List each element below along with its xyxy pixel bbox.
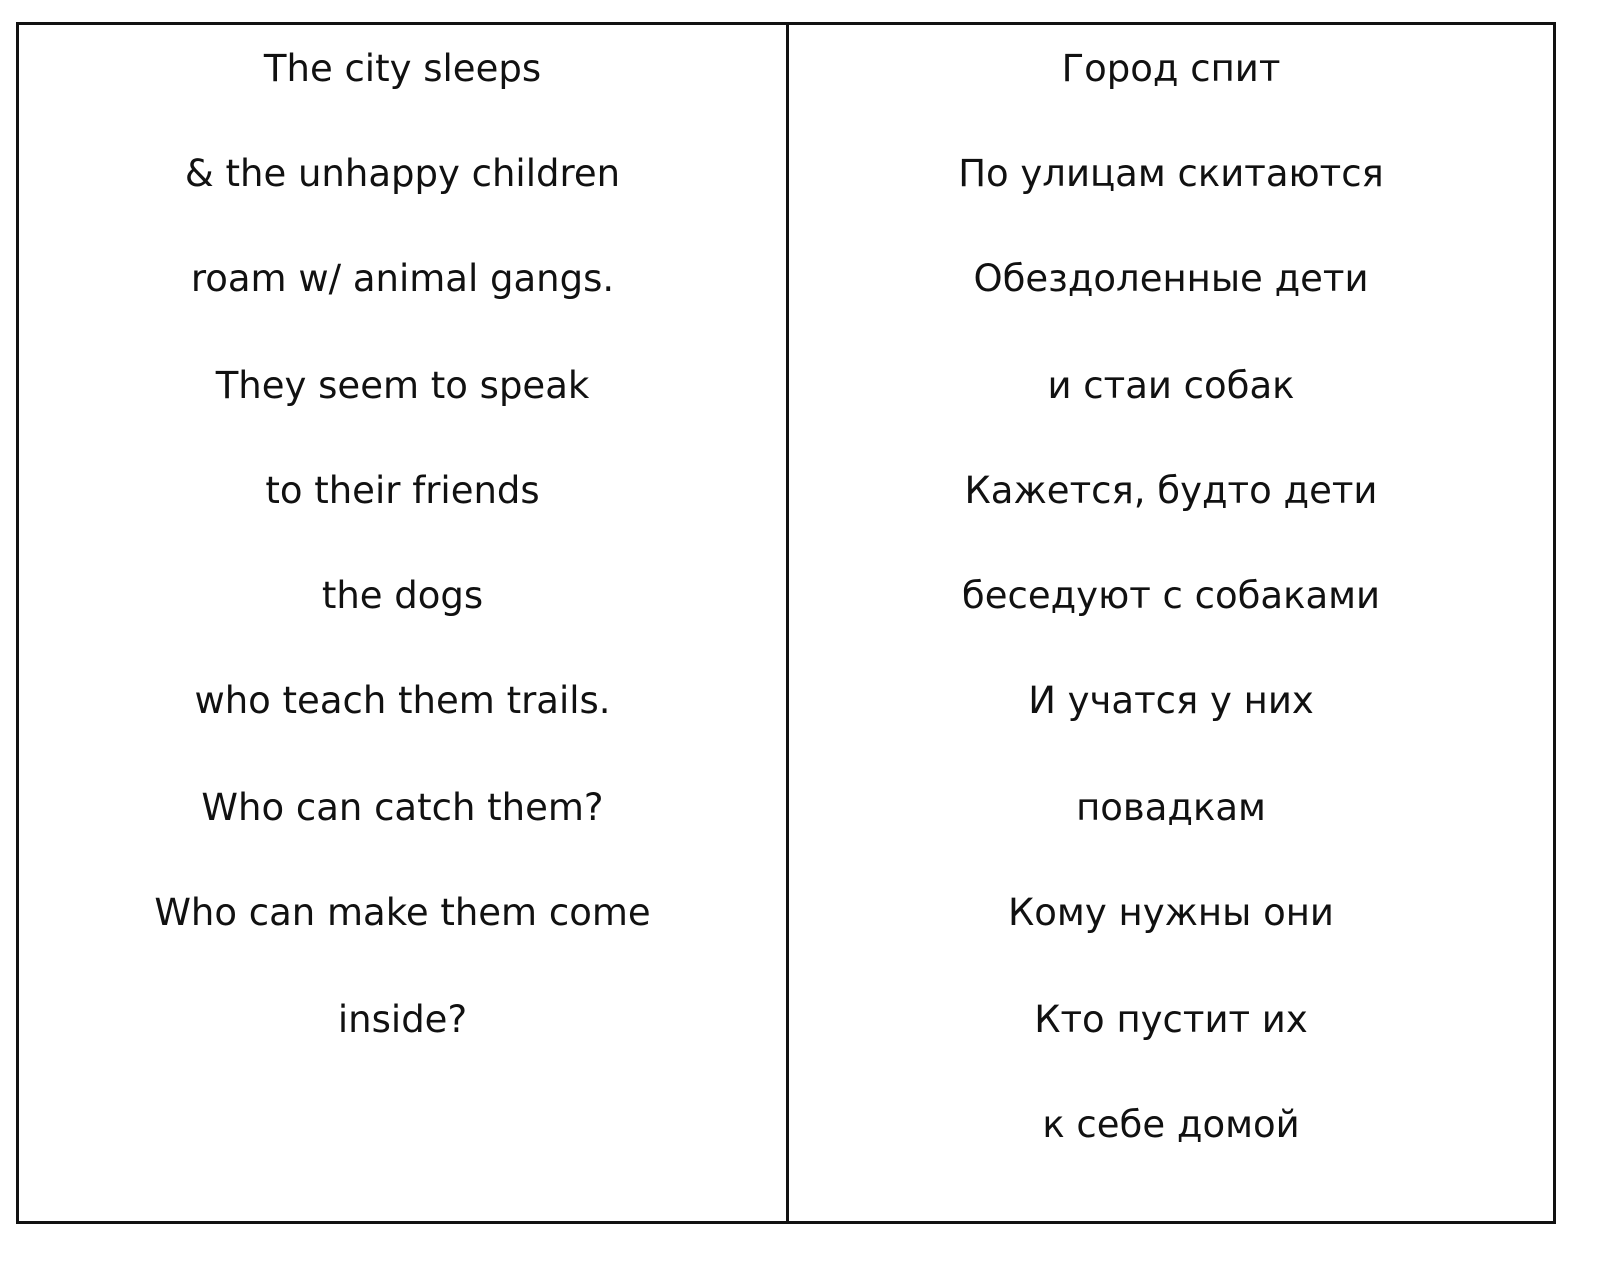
english-line: inside? bbox=[337, 998, 468, 1041]
english-line: who teach them trails. bbox=[194, 679, 611, 722]
russian-line: и стаи собак bbox=[1047, 364, 1295, 407]
russian-line: к себе домой bbox=[1042, 1103, 1300, 1146]
russian-line: беседуют с собаками bbox=[961, 574, 1381, 617]
poem-translation-table bbox=[16, 22, 1556, 1224]
russian-line: повадкам bbox=[1076, 786, 1266, 829]
russian-line: Кажется, будто дети bbox=[964, 469, 1378, 512]
english-line: The city sleeps bbox=[263, 47, 542, 90]
english-line: to their friends bbox=[265, 469, 540, 512]
russian-line: Кто пустит их bbox=[1034, 998, 1308, 1041]
russian-column bbox=[789, 25, 1553, 1221]
russian-line: Кому нужны они bbox=[1008, 891, 1334, 934]
english-line: Who can catch them? bbox=[201, 786, 604, 829]
english-column bbox=[19, 25, 789, 1221]
russian-line: По улицам скитаются bbox=[958, 152, 1384, 195]
english-line: the dogs bbox=[321, 574, 484, 617]
english-line: They seem to speak bbox=[215, 364, 590, 407]
russian-line: Обездоленные дети bbox=[973, 257, 1369, 300]
russian-line: Город спит bbox=[1061, 47, 1281, 90]
english-line: roam w/ animal gangs. bbox=[190, 257, 615, 300]
english-line: Who can make them come bbox=[154, 891, 651, 934]
english-line: & the unhappy children bbox=[184, 152, 621, 195]
russian-line: И учатся у них bbox=[1028, 679, 1314, 722]
